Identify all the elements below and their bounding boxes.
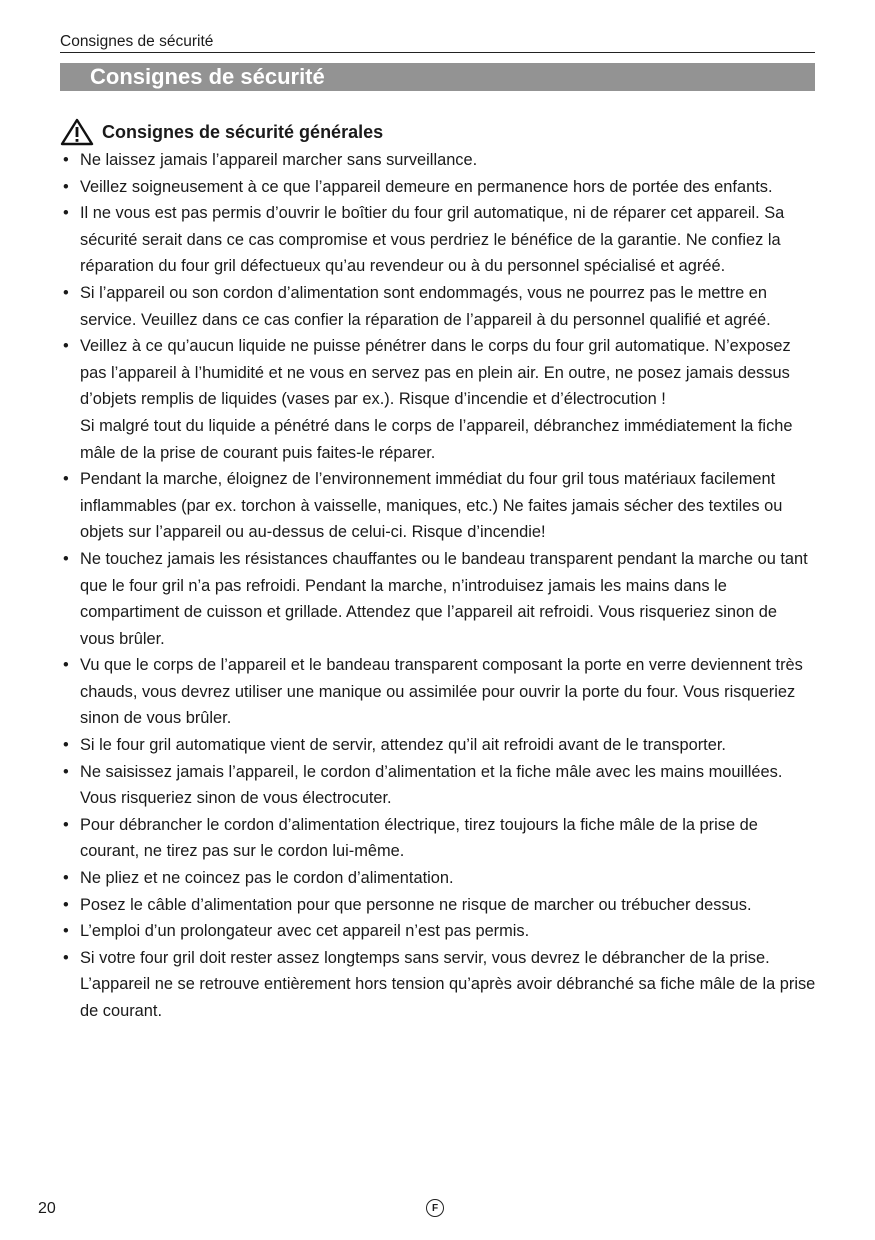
list-item	[60, 200, 816, 280]
running-header: Consignes de sécurité	[60, 33, 815, 53]
list-item-text: • Ne saisissez jamais l’appareil, le cordon d’alimentation et la fiche mâle avec les mains mouillées. Vous risqueriez sinon de vous électrocuter.	[80, 762, 783, 808]
list-item-text: • Ne touchez jamais les résistances chauffantes ou le bandeau transparent pendant la marche ou tant que le four gril n’a pas refroidi. Pendant la marche, n’introduisez jamais les mains dans le compartiment de cuisson et grillade. Attendez que l’appareil ait refroidi. Vous risqueriez sinon de vous brûler.	[80, 549, 808, 648]
list-item-text: • Ne laissez jamais l’appareil marcher sans surveillance.	[80, 151, 478, 169]
list-item	[60, 174, 816, 201]
language-badge: F	[426, 1199, 444, 1217]
page-number: 20	[38, 1200, 56, 1217]
list-item-text: • Pour débrancher le cordon d’alimentation électrique, tirez toujours la fiche mâle de la prise de courant, ne tirez pas sur le cordon lui-même.	[80, 815, 758, 861]
warning-triangle-icon	[60, 118, 94, 146]
list-item-text: • Veillez à ce qu’aucun liquide ne puisse pénétrer dans le corps du four gril automatique. N’exposez pas l’appareil à l’humidité et ne vous en servez pas en plein air. En outre, ne posez jamais dessus d’objets remplis de liquides (vases par ex.). Risque d’incendie et d’électrocution !	[80, 337, 791, 409]
section-title-bar	[60, 63, 815, 91]
list-item	[60, 759, 816, 812]
subsection-title: Consignes de sécurité générales	[102, 122, 384, 142]
list-item	[60, 812, 816, 865]
list-item	[60, 546, 816, 652]
list-item-text: • Pendant la marche, éloignez de l’environnement immédiat du four gril tous matériaux facilement inflammables (par ex. torchon à vaisselle, maniques, etc.) Ne faites jamais sécher des textiles ou objets sur l’appareil ou au-dessus de celui-ci. Risque d’incendie!	[80, 470, 783, 542]
list-item-text: • Si votre four gril doit rester assez longtemps sans servir, vous devrez le débrancher de la prise. L’appareil ne se retrouve entièrement hors tension qu’après avoir débranché sa fiche mâle de la prise de courant.	[80, 948, 816, 1020]
list-item-text: • Vu que le corps de l’appareil et le bandeau transparent composant la porte en verre deviennent très chauds, vous devrez utiliser une manique ou assimilée pour ouvrir la porte du four. Vous risqueriez sinon de vous brûler.	[80, 656, 803, 728]
list-item-text: • L’emploi d’un prolongateur avec cet appareil n’est pas permis.	[80, 922, 530, 941]
list-item-text: • Si l’appareil ou son cordon d’alimentation sont endommagés, vous ne pourrez pas le mettre en service. Veuillez dans ce cas confier la réparation de l’appareil à du personnel qualifié et agréé.	[80, 283, 771, 329]
list-item-text: • Il ne vous est pas permis d’ouvrir le boîtier du four gril automatique, ni de réparer cet appareil. Sa sécurité serait dans ce cas compromise et vous perdriez le bénéfice de la garantie. Ne confiez la réparation du four gril défectueux qu’au revendeur ou à du personnel spécialisé et agréé.	[80, 204, 785, 276]
list-item	[60, 732, 816, 759]
list-item-text: • Veillez soigneusement à ce que l’appareil demeure en permanence hors de portée des enfants.	[80, 177, 773, 196]
list-item	[60, 892, 816, 919]
safety-instructions-list	[60, 147, 816, 1025]
subsection-heading	[60, 117, 383, 147]
list-item	[60, 865, 816, 892]
list-item	[60, 333, 816, 466]
list-item	[60, 280, 816, 333]
list-item	[60, 466, 816, 546]
section-title: Consignes de sécurité	[90, 64, 325, 89]
list-item	[60, 945, 816, 1025]
list-item	[60, 147, 816, 174]
list-item	[60, 918, 816, 945]
list-item-text: Si malgré tout du liquide a pénétré dans le corps de l’appareil, débranchez immédiatement la fiche mâle de la prise de courant puis faites-le réparer.	[80, 416, 793, 462]
list-item-text: • Ne pliez et ne coincez pas le cordon d’alimentation.	[80, 869, 454, 888]
list-item-text: • Posez le câble d’alimentation pour que personne ne risque de marcher ou trébucher dessus.	[80, 895, 752, 914]
list-item-text: • Si le four gril automatique vient de servir, attendez qu’il ait refroidi avant de le transporter.	[80, 736, 726, 755]
list-item	[60, 652, 816, 732]
